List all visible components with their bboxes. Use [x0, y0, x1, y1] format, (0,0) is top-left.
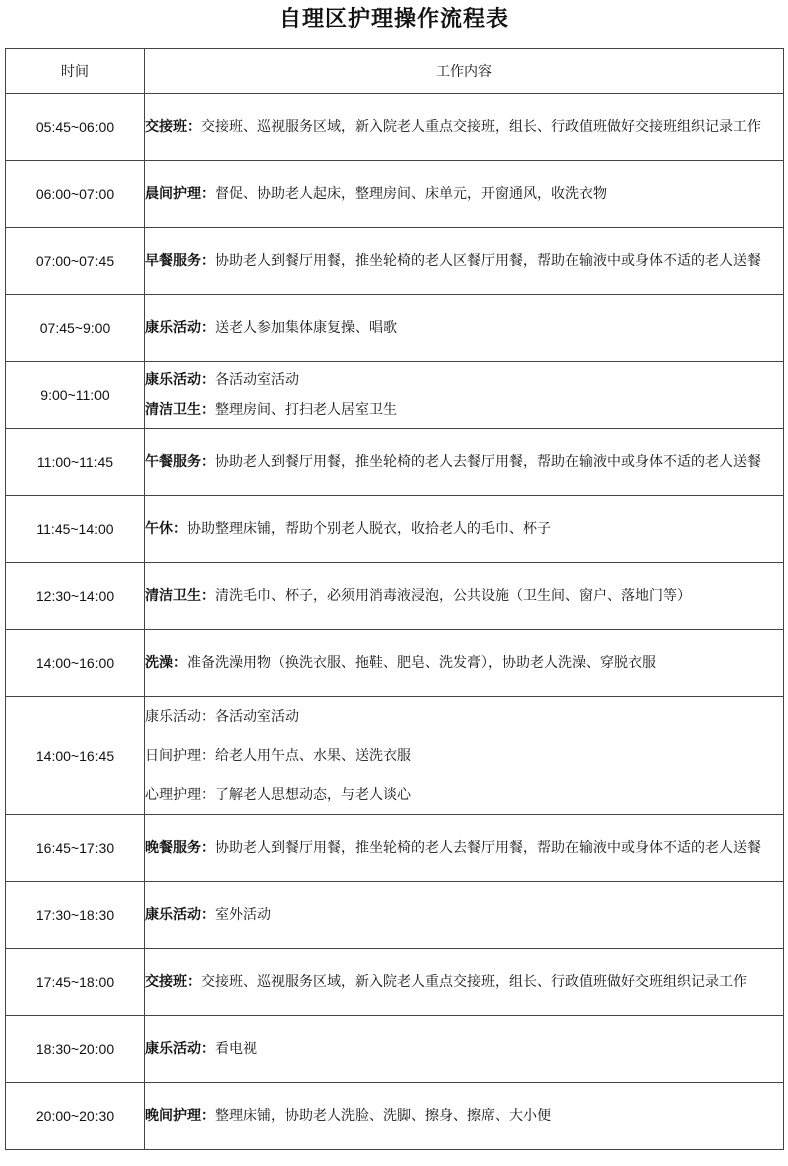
task-entry	[145, 744, 783, 768]
content-cell	[145, 563, 784, 630]
content-cell	[145, 295, 784, 362]
task-entry	[145, 705, 783, 729]
table-row	[6, 1083, 784, 1150]
task-text: 交接班、巡视服务区域，新入院老人重点交接班，组长、行政值班做好交接班组织记录工作	[201, 119, 761, 135]
table-row	[6, 1016, 784, 1083]
page-title: 自理区护理操作流程表	[278, 7, 509, 32]
task-label: 清洁卫生：	[145, 588, 215, 604]
content-cell	[145, 161, 784, 228]
time-cell: 17:45~18:00	[6, 949, 145, 1016]
task-label: 康乐活动：	[145, 708, 215, 725]
task-entry	[145, 970, 783, 994]
task-label: 晨间护理：	[145, 186, 215, 202]
task-label: 晚餐服务：	[145, 840, 215, 856]
content-cell	[145, 949, 784, 1016]
task-label: 康乐活动：	[145, 907, 215, 923]
time-cell: 20:00~20:30	[6, 1083, 145, 1150]
task-entry	[145, 450, 783, 474]
table-row	[6, 228, 784, 295]
table-row	[6, 362, 784, 429]
task-text: 给老人用午点、水果、送洗衣服	[215, 747, 411, 764]
task-entry	[145, 584, 783, 608]
table-row	[6, 496, 784, 563]
content-cell	[145, 496, 784, 563]
task-text: 交接班、巡视服务区域，新入院老人重点交接班，组长、行政值班做好交班组织记录工作	[201, 974, 747, 990]
time-cell: 07:45~9:00	[6, 295, 145, 362]
task-text: 送老人参加集体康复操、唱歌	[215, 320, 397, 336]
content-cell	[145, 1083, 784, 1150]
time-cell: 11:00~11:45	[6, 429, 145, 496]
task-text: 准备洗澡用物（换洗衣服、拖鞋、肥皂、洗发膏），协助老人洗澡、穿脱衣服	[187, 655, 656, 671]
task-entry	[145, 783, 783, 807]
task-text: 整理床铺，协助老人洗脸、洗脚、擦身、擦席、大小便	[215, 1108, 551, 1124]
task-text: 了解老人思想动态，与老人谈心	[215, 786, 411, 803]
time-cell: 05:45~06:00	[6, 94, 145, 161]
task-text: 清洗毛巾、杯子，必须用消毒液浸泡，公共设施（卫生间、窗户、落地门等）	[215, 588, 691, 604]
task-label: 晚间护理：	[145, 1108, 215, 1124]
task-entry	[145, 836, 783, 860]
content-cell	[145, 429, 784, 496]
task-label: 交接班：	[145, 974, 201, 990]
task-text: 各活动室活动	[215, 372, 299, 388]
table-row	[6, 161, 784, 228]
time-cell: 14:00~16:00	[6, 630, 145, 697]
content-cell	[145, 697, 784, 815]
table-header-row	[6, 49, 784, 94]
task-label: 交接班：	[145, 119, 201, 135]
time-cell: 12:30~14:00	[6, 563, 145, 630]
task-text: 看电视	[215, 1041, 257, 1057]
time-cell: 11:45~14:00	[6, 496, 145, 563]
task-text: 室外活动	[215, 907, 271, 923]
table-row	[6, 697, 784, 815]
content-cell	[145, 94, 784, 161]
task-entry	[145, 903, 783, 927]
task-entry	[145, 182, 783, 206]
task-text: 协助整理床铺，帮助个别老人脱衣，收拾老人的毛巾、杯子	[187, 521, 551, 537]
table-row	[6, 882, 784, 949]
task-label: 午休：	[145, 521, 187, 537]
task-label: 康乐活动：	[145, 1041, 215, 1057]
task-entry	[145, 368, 783, 392]
task-label: 早餐服务：	[145, 253, 215, 269]
table-row	[6, 630, 784, 697]
table-row	[6, 949, 784, 1016]
task-entry	[145, 1104, 783, 1128]
content-cell	[145, 815, 784, 882]
table-row	[6, 94, 784, 161]
table-row	[6, 295, 784, 362]
task-label: 康乐活动：	[145, 320, 215, 336]
task-text: 督促、协助老人起床，整理房间、床单元，开窗通风，收洗衣物	[215, 186, 607, 202]
schedule-table	[5, 48, 784, 1150]
time-cell: 9:00~11:00	[6, 362, 145, 429]
time-cell: 14:00~16:45	[6, 697, 145, 815]
time-cell: 16:45~17:30	[6, 815, 145, 882]
time-cell: 18:30~20:00	[6, 1016, 145, 1083]
content-cell	[145, 1016, 784, 1083]
table-row	[6, 815, 784, 882]
task-entry	[145, 517, 783, 541]
task-text: 各活动室活动	[215, 708, 299, 725]
table-row	[6, 429, 784, 496]
task-text: 协助老人到餐厅用餐，推坐轮椅的老人去餐厅用餐，帮助在输液中或身体不适的老人送餐	[215, 454, 761, 470]
time-cell: 06:00~07:00	[6, 161, 145, 228]
content-cell	[145, 630, 784, 697]
task-text: 协助老人到餐厅用餐，推坐轮椅的老人区餐厅用餐，帮助在输液中或身体不适的老人送餐	[215, 253, 761, 269]
header-content: 工作内容	[145, 49, 784, 94]
task-entry	[145, 115, 783, 139]
task-label: 日间护理：	[145, 747, 215, 764]
task-label: 清洁卫生：	[145, 402, 215, 418]
task-label: 康乐活动：	[145, 372, 215, 388]
task-text: 协助老人到餐厅用餐，推坐轮椅的老人去餐厅用餐，帮助在输液中或身体不适的老人送餐	[215, 840, 761, 856]
task-entry	[145, 651, 783, 675]
task-entry	[145, 316, 783, 340]
task-label: 午餐服务：	[145, 454, 215, 470]
task-text: 整理房间、打扫老人居室卫生	[215, 402, 397, 418]
table-row	[6, 563, 784, 630]
task-label: 洗澡：	[145, 655, 187, 671]
header-time: 时间	[6, 49, 145, 94]
task-entry	[145, 398, 783, 422]
content-cell	[145, 362, 784, 429]
schedule-body	[6, 94, 784, 1150]
task-label: 心理护理：	[145, 786, 215, 803]
content-cell	[145, 882, 784, 949]
task-entry	[145, 1037, 783, 1061]
time-cell: 07:00~07:45	[6, 228, 145, 295]
content-cell	[145, 228, 784, 295]
task-entry	[145, 249, 783, 273]
time-cell: 17:30~18:30	[6, 882, 145, 949]
